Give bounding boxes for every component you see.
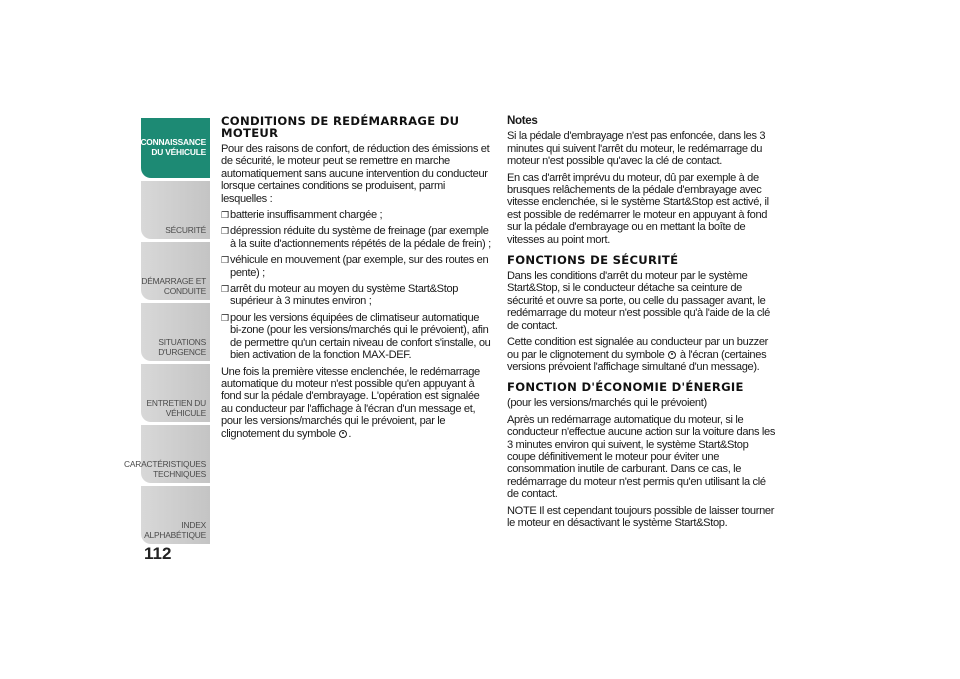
notes-title: Notes <box>507 114 538 127</box>
tab-connaissance-du-vehicule[interactable]: CONNAISSANCE DU VÉHICULE <box>141 118 210 178</box>
energy-saving-heading: FONCTION D'ÉCONOMIE D'ÉNERGIE <box>507 380 744 395</box>
safety-paragraph: Dans les conditions d'arrêt du moteur par le système Start&Stop, si le conducteur détache sa ceinture de sécurité et ouvre sa porte, ou celle du passager avant, le redémarrage du moteur n'est possible qu'à l'aide de la clé de contact. <box>507 270 770 332</box>
page-number: 112 <box>144 544 172 563</box>
restart-intro: Pour des raisons de confort, de réduction des émissions et de sécurité, le moteur peut se remettre en marche automatiquement sans aucune intervention du conducteur lorsque certaines conditions se produisent, parmi lesquelles : <box>221 143 490 205</box>
tab-index-alphabetique[interactable]: INDEX ALPHABÉTIQUE <box>141 486 210 544</box>
bullet-icon: ❒ <box>221 210 229 221</box>
bullet-icon: ❒ <box>221 284 229 295</box>
energy-subtitle: (pour les versions/marchés qui le prévoient) <box>507 397 707 410</box>
list-item: ❒ batterie insuffisamment chargée ; <box>221 209 383 222</box>
list-item: ❒ arrêt du moteur au moyen du système Start&Stop supérieur à 3 minutes environ ; <box>221 283 459 308</box>
list-item: ❒ véhicule en mouvement (par exemple, sur des routes en pente) ; <box>221 254 489 279</box>
start-stop-symbol-icon <box>668 351 676 359</box>
energy-paragraph: Après un redémarrage automatique du moteur, si le conducteur n'effectue aucune action sur la voiture dans les 3 minutes environ qui suivent, le système Start&Stop coupe définitivement le moteur pour éviter une consommation inutile de carburant. Dans ce cas, le redémarrage du moteur n'est permis qu'en utilisant la clé de contact. <box>507 413 776 501</box>
list-item: ❒ dépression réduite du système de freinage (par exemple à la suite d'actionnements répétés de la pédale de frein) ; <box>221 225 491 250</box>
list-item: ❒ pour les versions équipées de climatiseur automatique bi-zone (pour les versions/marchés qui le prévoient), afin de permettre qu'un certain niveau de confort s'installe, ou bien activation de la fonction MAX-DEF. <box>221 311 491 362</box>
notes-paragraph: En cas d'arrêt imprévu du moteur, dû par exemple à de brusques relâchements de la pédale d'embrayage avec vitesse enclenchée, si le système Start&Stop est activé, il est possible de redémarrer le moteur en appuyant à fond sur la pédale d'embrayage ou en mettant la boîte de vitesses au point mort. <box>507 171 769 246</box>
safety-heading: FONCTIONS DE SÉCURITÉ <box>507 253 679 268</box>
restart-conditions-heading: CONDITIONS DE REDÉMARRAGE DU MOTEUR <box>221 114 460 140</box>
safety-paragraph: Cette condition est signalée au conducteur par un buzzer ou par le clignotement du symbole à l'écran (certaines versions prévoient l'affichage simultané d'un message). <box>507 336 769 373</box>
start-stop-symbol-icon <box>339 430 347 438</box>
right-column <box>507 115 779 533</box>
tab-demarrage-et-conduite[interactable]: DÉMARRAGE ET CONDUITE <box>141 242 210 300</box>
restart-outro: Une fois la première vitesse enclenchée, le redémarrage automatique du moteur n'est possible qu'en appuyant à fond sur la pédale d'embrayage. L'opération est signalée au conducteur par l'affichage à l'écran d'un message et, pour les versions/marchés qui le prévoient, par le clignotement du symbole . <box>221 365 480 440</box>
bullet-icon: ❒ <box>221 312 229 323</box>
tab-entretien-du-vehicule[interactable]: ENTRETIEN DU VÉHICULE <box>141 364 210 422</box>
left-column <box>221 115 493 444</box>
notes-paragraph: Si la pédale d'embrayage n'est pas enfoncée, dans les 3 minutes qui suivent l'arrêt du moteur, le redémarrage du moteur n'est possible qu'avec la clé de contact. <box>507 130 766 168</box>
tab-situations-d-urgence[interactable]: SITUATIONS D'URGENCE <box>141 303 210 361</box>
tab-securite[interactable]: SÉCURITÉ <box>141 181 210 239</box>
chapter-sidebar <box>124 118 210 547</box>
bullet-icon: ❒ <box>221 255 229 266</box>
tab-caracteristiques-techniques[interactable]: CARACTÉRISTIQUES TECHNIQUES <box>141 425 210 483</box>
energy-note: NOTE Il est cependant toujours possible de laisser tourner le moteur en désactivant le système Start&Stop. <box>507 504 775 529</box>
bullet-icon: ❒ <box>221 226 229 237</box>
